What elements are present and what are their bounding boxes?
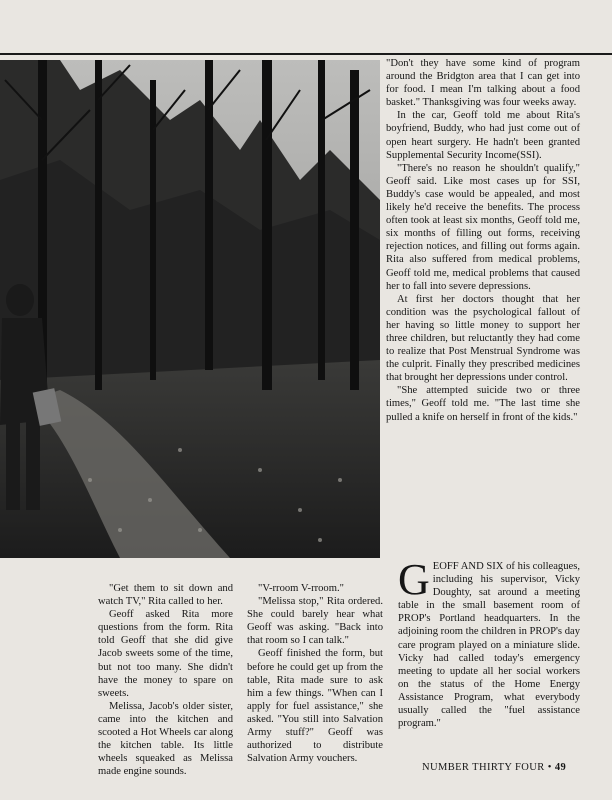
paragraph: "There's no reason he shouldn't qualify," Geoff said. Like most cases up for SSI, Buddy's case would be appealed, and most likely he'd receive the benefits. The process often took at least six months, Geoff told me, six months of filling out forms, receiving rejection notices, and filling out forms again. Rita also suffered from medical problems, Geoff told me, medical problems that caused her to fall into severe depressions.	[386, 162, 580, 292]
paragraph-text: of his colleagues, including his supervisor, Vicky Doughty, sat around a meeting table in the small basement room of PROP's Portland headquarters. In the adjoining room the children in PROP's day care program played on a miniature slide. Vicky had called today's emergency meeting to update all her social workers on the status of the Home Energy Assistance Program, what everybody usually called the "fuel assistance program."	[398, 561, 580, 730]
article-column-bottom-right	[398, 555, 580, 730]
paragraph: At first her doctors thought that her condition was the psychological fallout of her having so little money to support her three children, but reluctantly they had come to realize that Post Menstrual Syndrome was the culprit. Finally they prescribed medicines that brought her depressions under control.	[386, 293, 580, 384]
paragraph: "Don't they have some kind of program around the Bridgton area that I can get into for food. I mean I'm talking about a food basket." Thanksgiving was four weeks away.	[386, 58, 580, 109]
article-column-right-top	[386, 57, 580, 424]
page-number: 49	[554, 762, 567, 773]
article-column-bottom-left	[98, 582, 233, 778]
paragraph: "V-rroom V-rroom."	[258, 583, 344, 594]
paragraph: Melissa, Jacob's older sister, came into the kitchen and scooted a Hot Wheels car along the kitchen table. Its little wheels squeaked as Melissa made engine sounds.	[98, 700, 233, 778]
drop-cap: G	[398, 555, 430, 604]
lead-in-caps: EOFF AND SIX	[432, 561, 504, 572]
paragraph: "Melissa stop," Rita ordered. She could barely hear what Geoff was asking. "Back into that room so I can talk."	[247, 596, 383, 647]
paragraph: "She attempted suicide two or three times," Geoff told me. "The last time she pulled a knife on herself in front of the kids."	[386, 385, 580, 423]
paragraph: Geoff asked Rita more questions from the form. Rita told Geoff that she did give Jacob sweets some of the time, but not too many. She didn't have the money to spare on sweets.	[98, 609, 233, 699]
header-rule	[0, 53, 612, 55]
folio-bullet: •	[547, 762, 552, 773]
paragraph: In the car, Geoff told me about Rita's boyfriend, Buddy, who had just come out of open heart surgery. He hadn't been granted Supplemental Security Income(SSI).	[386, 110, 580, 161]
issue-label: NUMBER THIRTY FOUR	[422, 762, 545, 773]
article-column-bottom-middle	[247, 582, 383, 765]
page-folio	[422, 762, 566, 773]
section-opening-paragraph	[398, 555, 580, 730]
forest-path-photo	[0, 60, 380, 558]
paragraph: "Get them to sit down and watch TV," Rita called to her.	[98, 583, 233, 608]
paragraph: Geoff finished the form, but before he could get up from the table, Rita made sure to ask him a few things. "When can I apply for fuel assistance," she asked. "You still into Salvation Army stuff?" Geoff was authorized to distribute Salvation Army vouchers.	[247, 648, 383, 765]
